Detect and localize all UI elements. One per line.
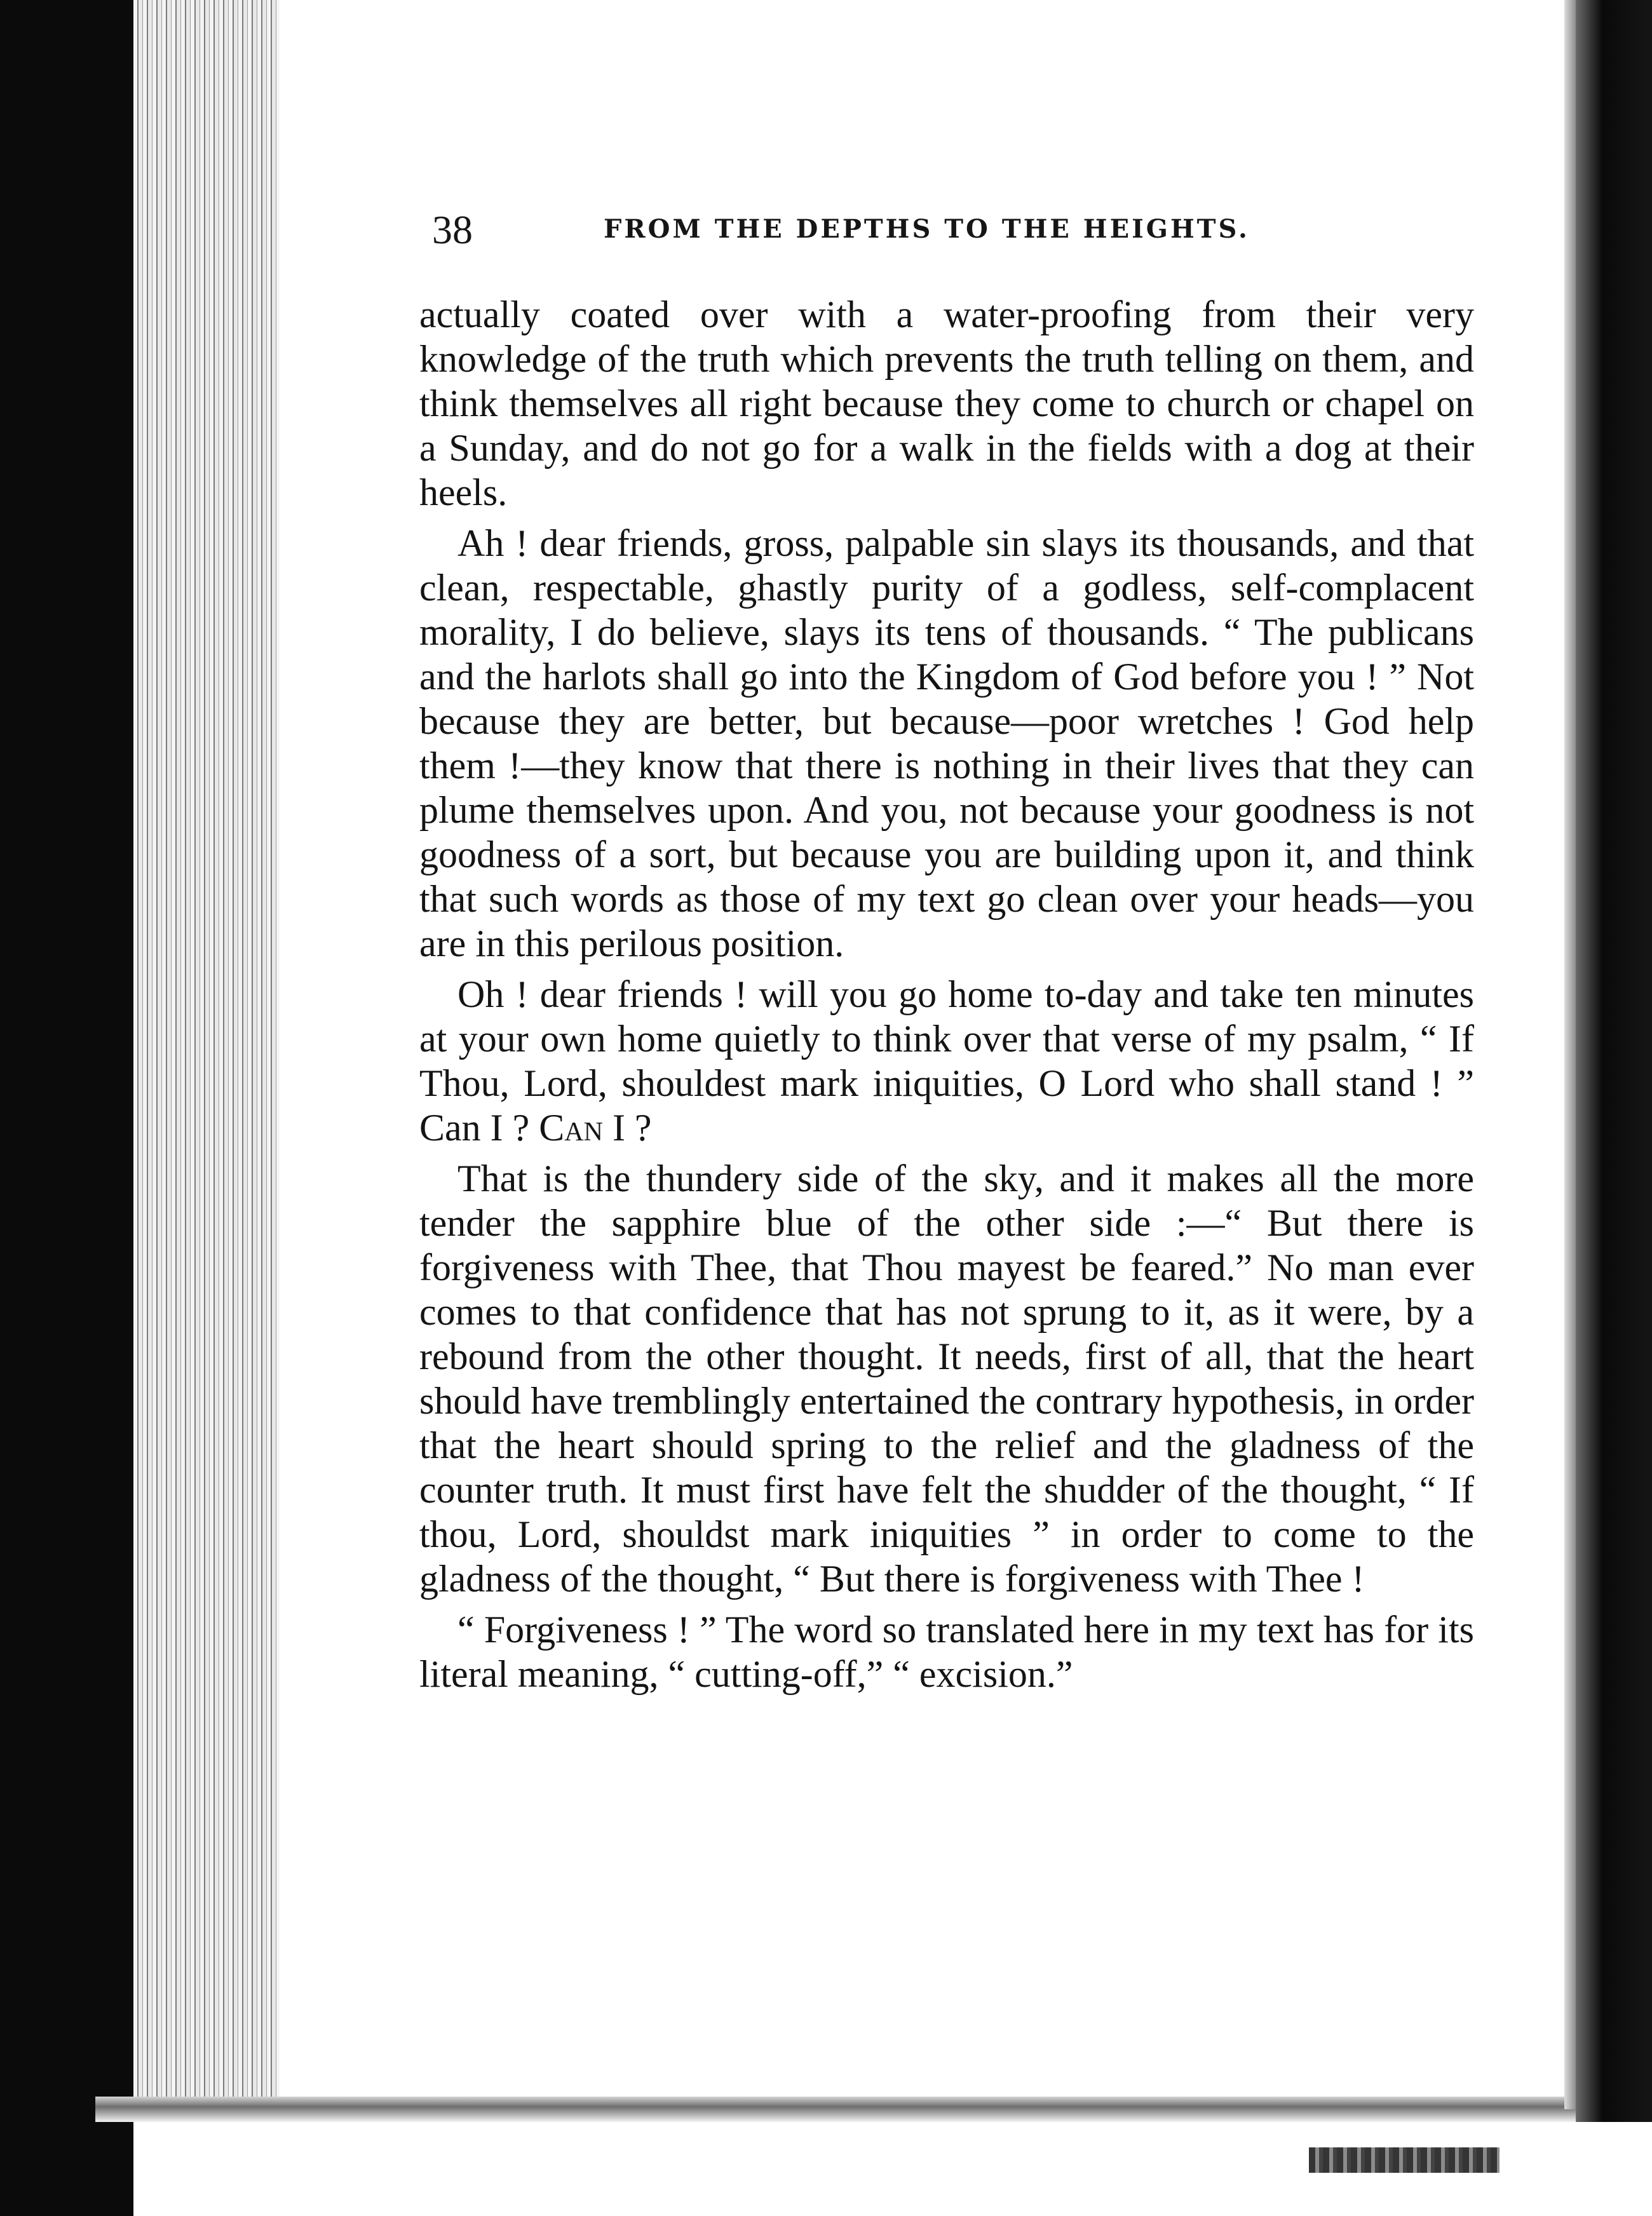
paragraph-2: Ah ! dear friends, gross, palpable sin slays its thousands, and that clean, respectable, ghastly purity of a godless, self-complacent morality, I do believe, slays its tens of thousands. “ The publicans and the harlots shall go into the Kingdom of God before you ! ” Not because they are better, but because—poor wretches ! God help them !—they know that there is nothing in their lives that they can plume themselves upon. And you, not because your goodness is not goodness of a sort, but because you are building upon it, and think that such words as those of my text go clean over your heads—you are in this perilous position. bbox=[419, 522, 1474, 964]
scanner-background-left bbox=[0, 0, 133, 2216]
book-page-edges bbox=[133, 0, 280, 2122]
page-number: 38 bbox=[432, 207, 473, 252]
scanner-bottom-left-dark bbox=[0, 2122, 133, 2216]
paragraph-5: “ Forgiveness ! ” The word so translated here in my text has for its literal meaning, “ cutting-off,” “ excision.” bbox=[419, 1609, 1474, 1695]
paragraph-3 bbox=[419, 972, 1474, 1150]
book-bottom-edge bbox=[95, 2097, 1595, 2122]
scan-smudge bbox=[1309, 2147, 1500, 2173]
running-head bbox=[432, 206, 1322, 264]
small-caps-phrase: Can I ? bbox=[539, 1107, 652, 1149]
paragraph-1: actually coated over with a water-proofing from their very knowledge of the truth which prevents the truth telling on them, and think themselves all right because they come to church or chapel on a Sunday, and do not go for a walk in the fields with a dog at their heels. bbox=[419, 294, 1474, 513]
book-right-edge bbox=[1564, 0, 1576, 2109]
running-head-title: FROM THE DEPTHS TO THE HEIGHTS. bbox=[604, 214, 1250, 244]
paragraph-4: That is the thundery side of the sky, and it makes all the more tender the sapphire blue of the other side :—“ But there is forgiveness with Thee, that Thou mayest be feared.” No man ever comes to that confidence that has not sprung to it, as it were, by a rebound from the other thought. It needs, first of all, that the heart should have tremblingly entertained the contrary hypothesis, in order that the heart should spring to the relief and the gladness of the counter truth. It must first have felt the shudder of the thought, “ If thou, Lord, shouldst mark iniquities ” in order to come to the gladness of the thought, “ But there is forgiveness with Thee ! bbox=[419, 1158, 1474, 1600]
scanner-bottom-area bbox=[0, 2122, 1652, 2216]
scanner-background-right bbox=[1576, 0, 1652, 2216]
body-text bbox=[419, 292, 1474, 1703]
paragraph-3-text: Oh ! dear friends ! will you go home to-day and take ten minutes at your own home quietly to think over that verse of my psalm, “ If Thou, Lord, shouldest mark iniquities, O Lord who shall stand ! ” Can I ? bbox=[419, 973, 1474, 1149]
